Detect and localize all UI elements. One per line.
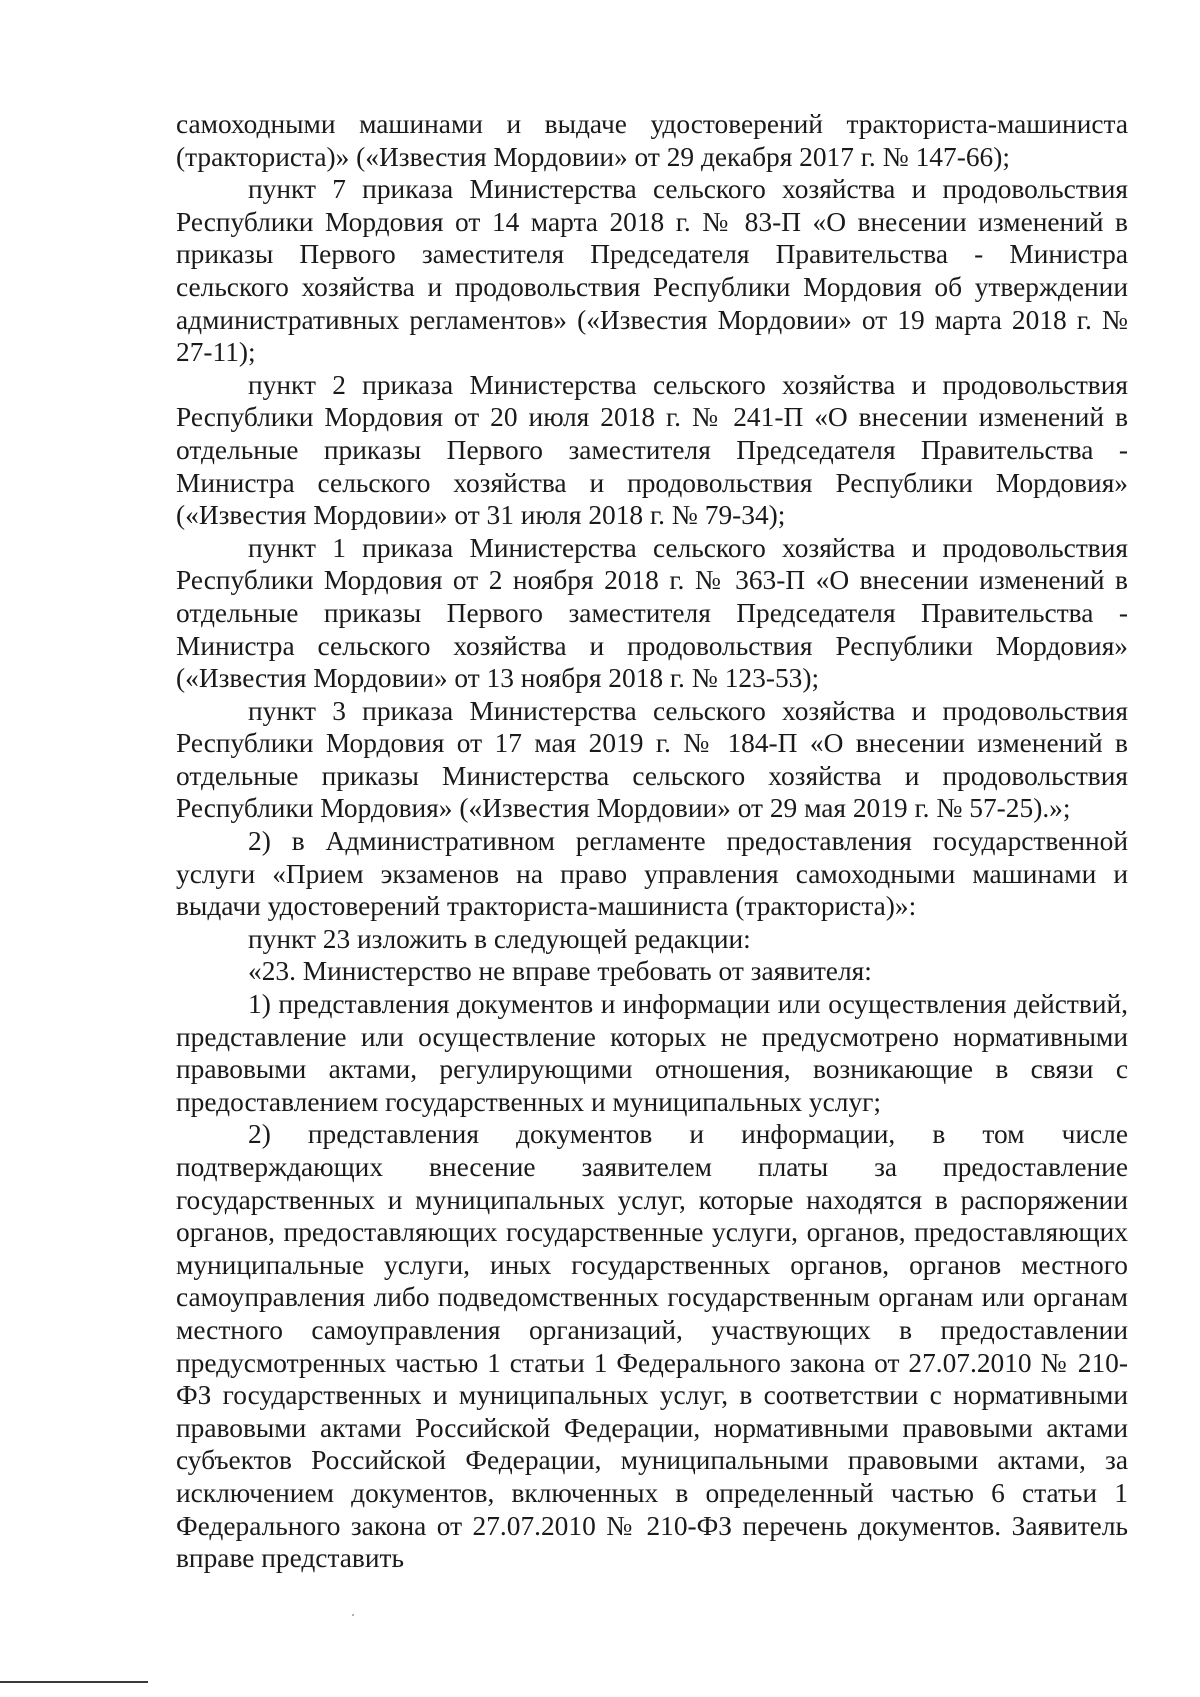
paragraph-item-1-order: пункт 1 приказа Министерства сельского хозяйства и продовольствия Республики Мордовия от 2 ноября 2018 г. № 363-П «О внесении изменений в отдельные приказы Первого заместителя Председателя Правительства - Министра сельского хозяйства и продовольствия Республики Мордовия» («Известия Мордовии» от 13 ноября 2018 г. № 123-53); <box>176 532 1128 694</box>
paragraph-point-23-heading: «23. Министерство не вправе требовать от заявителя: <box>248 956 872 987</box>
scan-edge-line <box>0 1681 148 1683</box>
paragraph-point-23-intro: пункт 23 изложить в следующей редакции: <box>248 923 751 954</box>
paragraph-item-3-order: пункт 3 приказа Министерства сельского хозяйства и продовольствия Республики Мордовия от 17 мая 2019 г. № 184-П «О внесении изменений в отдельные приказы Министерства сельского хозяйства и продовольствия Республики Мордовия» («Известия Мордовии» от 29 мая 2019 г. № 57-25).»; <box>176 695 1128 824</box>
paragraph-reglament-amendment: 2) в Административном регламенте предоставления государственной услуги «Прием экзаменов на право управления самоходными машинами и выдачи удостоверений тракториста-машиниста (тракториста)»: <box>176 826 1128 922</box>
document-body <box>176 108 1128 1575</box>
paragraph-item-7-order: пункт 7 приказа Министерства сельского хозяйства и продовольствия Республики Мордовия от 14 марта 2018 г. № 83-П «О внесении изменений в приказы Первого заместителя Председателя Правительства - Министра сельского хозяйства и продовольствия Республики Мордовия об утверждении административных регламентов» («Известия Мордовии» от 19 марта 2018 г. № 27-11); <box>176 174 1128 368</box>
paragraph-item-2-order: пункт 2 приказа Министерства сельского хозяйства и продовольствия Республики Мордовия от 20 июля 2018 г. № 241-П «О внесении изменений в отдельные приказы Первого заместителя Председателя Правительства - Министра сельского хозяйства и продовольствия Республики Мордовия» («Известия Мордовии» от 31 июля 2018 г. № 79-34); <box>176 369 1128 531</box>
paragraph-continuation: самоходными машинами и выдаче удостоверений тракториста-машиниста (тракториста)» («Известия Мордовии» от 29 декабря 2017 г. № 147-66); <box>176 109 1128 172</box>
paragraph-subitem-1: 1) представления документов и информации или осуществления действий, представление или осуществление которых не предусмотрено нормативными правовыми актами, регулирующими отношения, возникающие в связи с предоставлением государственных и муниципальных услуг; <box>176 989 1128 1117</box>
paragraph-subitem-2: 2) представления документов и информации, в том числе подтверждающих внесение заявителем платы за предоставление государственных и муниципальных услуг, которые находятся в распоряжении органов, предоставляющих государственные услуги, органов, предоставляющих муниципальные услуги, иных государственных органов, органов местного самоуправления либо подведомственных государственным органам или органам местного самоуправления организаций, участвующих в предоставлении предусмотренных частью 1 статьи 1 Федерального закона от 27.07.2010 № 210-ФЗ государственных и муниципальных услуг, в соответствии с нормативными правовыми актами Российской Федерации, нормативными правовыми актами субъектов Российской Федерации, муниципальными правовыми актами, за исключением документов, включенных в определенный частью 6 статьи 1 Федерального закона от 27.07.2010 № 210-ФЗ перечень документов. Заявитель вправе представить <box>176 1119 1128 1574</box>
scan-speck <box>352 1614 354 1616</box>
